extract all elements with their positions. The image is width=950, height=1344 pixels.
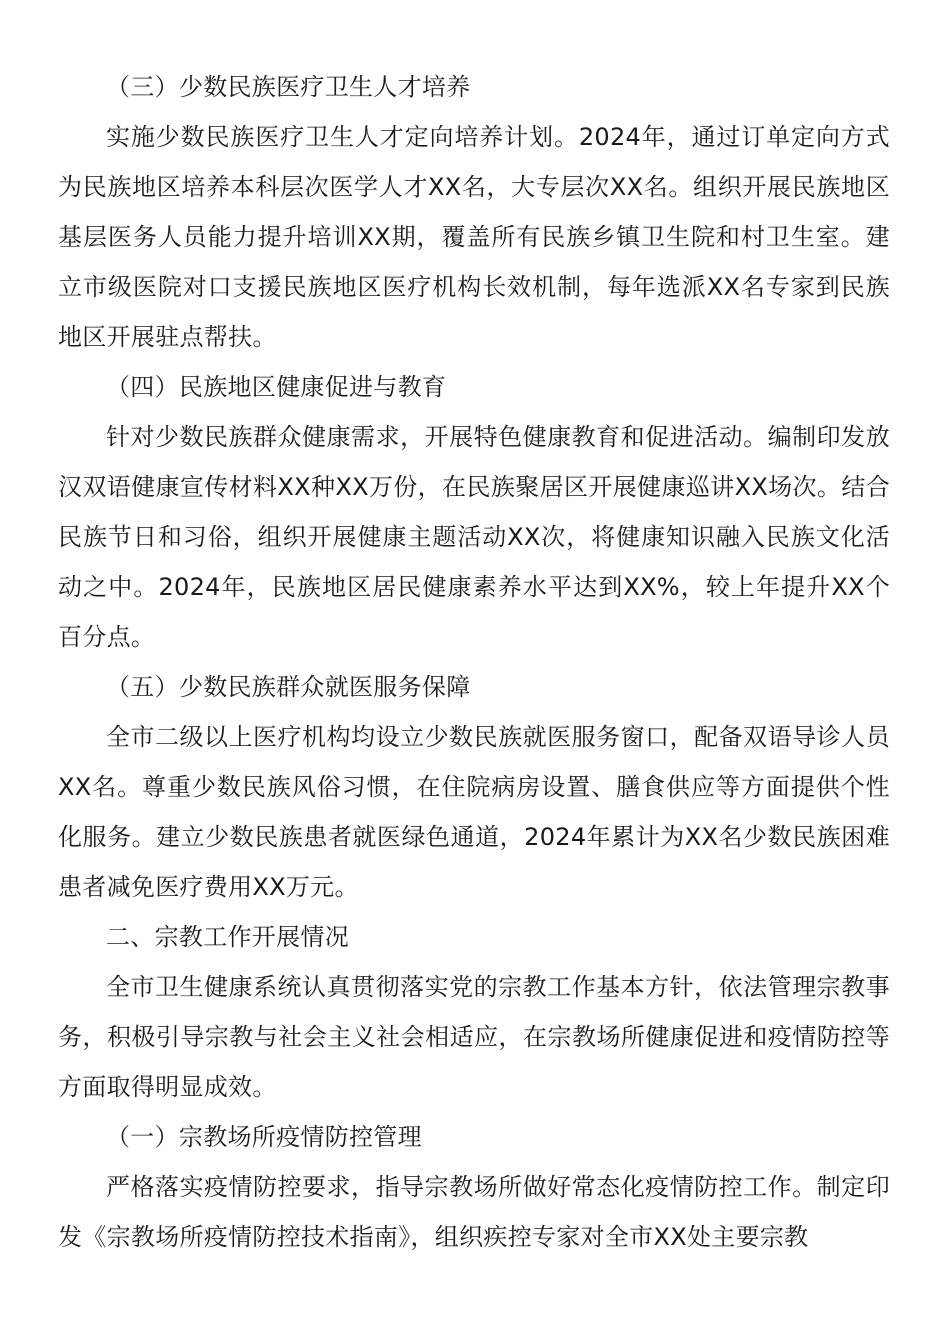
- part-paragraph-2: 全市卫生健康系统认真贯彻落实党的宗教工作基本方针，依法管理宗教事务，积极引导宗教与社会主义社会相适应，在宗教场所健康促进和疫情防控等方面取得明显成效。: [58, 973, 890, 1101]
- part-heading-2: 二、宗教工作开展情况: [106, 923, 349, 951]
- section-heading-4: （四）民族地区健康促进与教育: [106, 373, 447, 401]
- subsection-paragraph-2-1: 严格落实疫情防控要求，指导宗教场所做好常态化疫情防控工作。制定印发《宗教场所疫情防控技术指南》，组织疾控专家对全市XX处主要宗教: [58, 1173, 890, 1251]
- subsection-heading-2-1: （一）宗教场所疫情防控管理: [106, 1123, 422, 1151]
- section-heading-5: （五）少数民族群众就医服务保障: [106, 673, 471, 701]
- document-body: [58, 62, 890, 1262]
- section-paragraph-4: 针对少数民族群众健康需求，开展特色健康教育和促进活动。编制印发放汉双语健康宣传材料XX种XX万份，在民族聚居区开展健康巡讲XX场次。结合民族节日和习俗，组织开展健康主题活动XX次，将健康知识融入民族文化活动之中。2024年，民族地区居民健康素养水平达到XX%，较上年提升XX个百分点。: [58, 423, 890, 651]
- section-paragraph-3: 实施少数民族医疗卫生人才定向培养计划。2024年，通过订单定向方式为民族地区培养本科层次医学人才XX名，大专层次XX名。组织开展民族地区基层医务人员能力提升培训XX期，覆盖所有民族乡镇卫生院和村卫生室。建立市级医院对口支援民族地区医疗机构长效机制，每年选派XX名专家到民族地区开展驻点帮扶。: [58, 123, 890, 351]
- section-heading-3: （三）少数民族医疗卫生人才培养: [106, 73, 471, 101]
- section-paragraph-5: 全市二级以上医疗机构均设立少数民族就医服务窗口，配备双语导诊人员XX名。尊重少数民族风俗习惯，在住院病房设置、膳食供应等方面提供个性化服务。建立少数民族患者就医绿色通道，2024年累计为XX名少数民族困难患者减免医疗费用XX万元。: [58, 723, 890, 901]
